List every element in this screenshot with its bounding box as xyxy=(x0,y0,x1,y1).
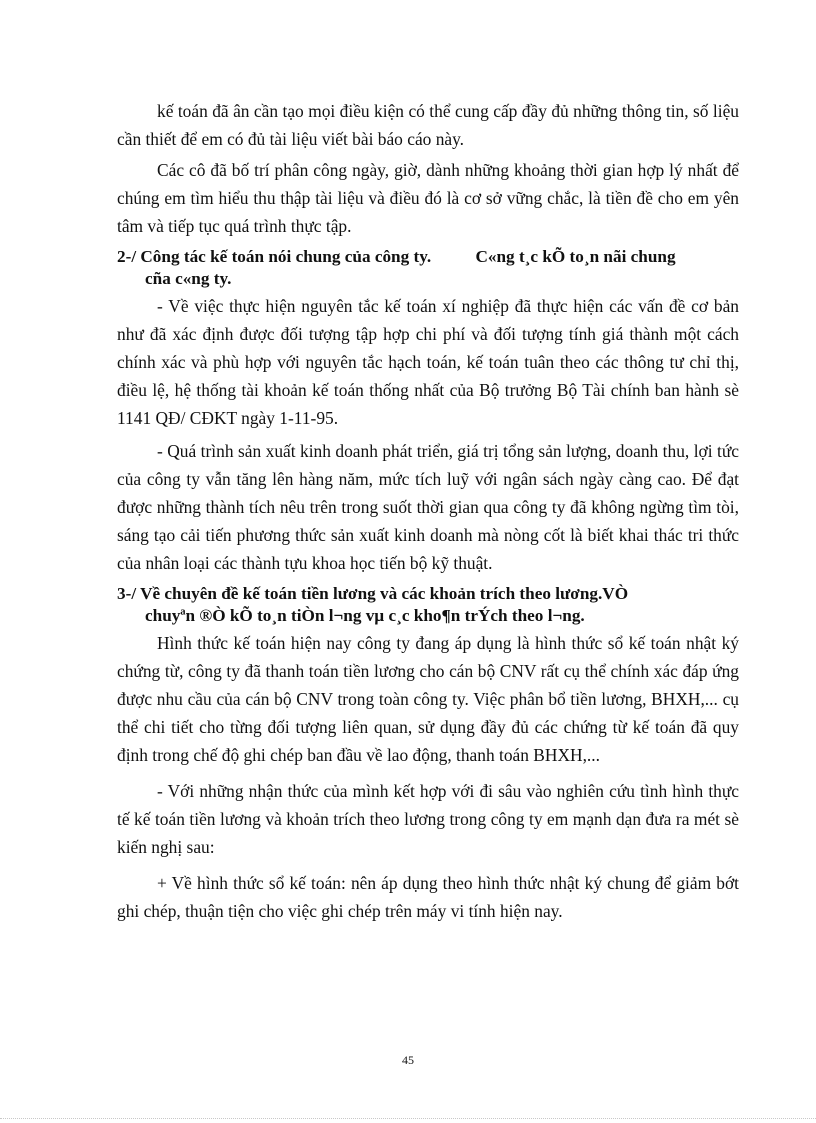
section-3-title-garbled-line2: chuyªn ®Ò kÕ to¸n tiÒn l¬ng vµ c¸c kho¶n trÝch theo l¬ng. xyxy=(145,606,585,625)
section-3-title: 3-/ Về chuyên đề kế toán tiền lương và các khoản trích theo lương. xyxy=(117,584,603,603)
section-2-heading xyxy=(117,246,739,290)
section-3-paragraph-2: - Với những nhận thức của mình kết hợp với đi sâu vào nghiên cứu tình hình thực tế kế toán tiền lương và khoản trích theo lương trong công ty em mạnh dạn đưa ra mét sè kiến nghị sau: xyxy=(117,781,739,857)
section-2-paragraph-1: - Về việc thực hiện nguyên tắc kế toán xí nghiệp đã thực hiện các vấn đề cơ bản như đã xác định được đối tượng tập hợp chi phí và đối tượng tính giá thành một cách chính xác và phù hợp với nguyên tắc hạch toán, kế toán tuân theo các thông tư chỉ thị, điều lệ, hệ thống tài khoản kế toán thống nhất của Bộ trưởng Bộ Tài chính ban hành sè 1141 QĐ/ CĐKT ngày 1-11-95. xyxy=(117,296,739,428)
intro-paragraph-1: kế toán đã ân cần tạo mọi điều kiện có thể cung cấp đầy đủ những thông tin, số liệu cần thiết để em có đủ tài liệu viết bài báo cáo này. xyxy=(117,101,739,149)
section-3-paragraph-3: + Về hình thức sổ kế toán: nên áp dụng theo hình thức nhật ký chung để giảm bớt ghi chép, thuận tiện cho việc ghi chép trên máy vi tính hiện nay. xyxy=(117,873,739,921)
section-3-title-garbled-tail: VÒ xyxy=(602,584,629,603)
section-2-title: 2-/ Công tác kế toán nói chung của công ty. xyxy=(117,247,432,266)
section-3-heading xyxy=(117,583,739,627)
page-number: 45 xyxy=(402,1053,414,1067)
intro-paragraph-2: Các cô đã bố trí phân công ngày, giờ, dành những khoảng thời gian hợp lý nhất để chúng em tìm hiểu thu thập tài liệu và điều đó là cơ sở vững chắc, là tiền đề cho em yên tâm và tiếp tục quá trình thực tập. xyxy=(117,160,739,236)
section-2-title-garbled-line2: cña c«ng ty. xyxy=(145,269,232,288)
section-3-paragraph-1: Hình thức kế toán hiện nay công ty đang áp dụng là hình thức sổ kế toán nhật ký chứng từ, công ty đã thanh toán tiền lương cho cán bộ CNV rất cụ thể chính xác đáp ứng được nhu cầu của cán bộ CNV trong toàn công ty. Việc phân bổ tiền lương, BHXH,... cụ thể chi tiết cho từng đối tượng liên quan, sử dụng đầy đủ các chứng từ kế toán đã quy định trong chế độ ghi chép ban đầu về lao động, thanh toán BHXH,... xyxy=(117,633,739,765)
section-2-paragraph-2: - Quá trình sản xuất kinh doanh phát triển, giá trị tổng sản lượng, doanh thu, lợi tức của công ty vẫn tăng lên hàng năm, mức tích luỹ với ngân sách ngày càng cao. Để đạt được những thành tích nêu trên trong suốt thời gian qua công ty đã không ngừng tìm tòi, sáng tạo cải tiến phương thức sản xuất kinh doanh mà nòng cốt là biết khai thác tri thức của nhân loại các thành tựu khoa học tiến bộ kỹ thuật. xyxy=(117,441,739,573)
page-content xyxy=(117,97,739,930)
section-2-title-garbled: C«ng t¸c kÕ to¸n nãi chung xyxy=(475,247,676,266)
page-bottom-divider xyxy=(0,1118,816,1119)
